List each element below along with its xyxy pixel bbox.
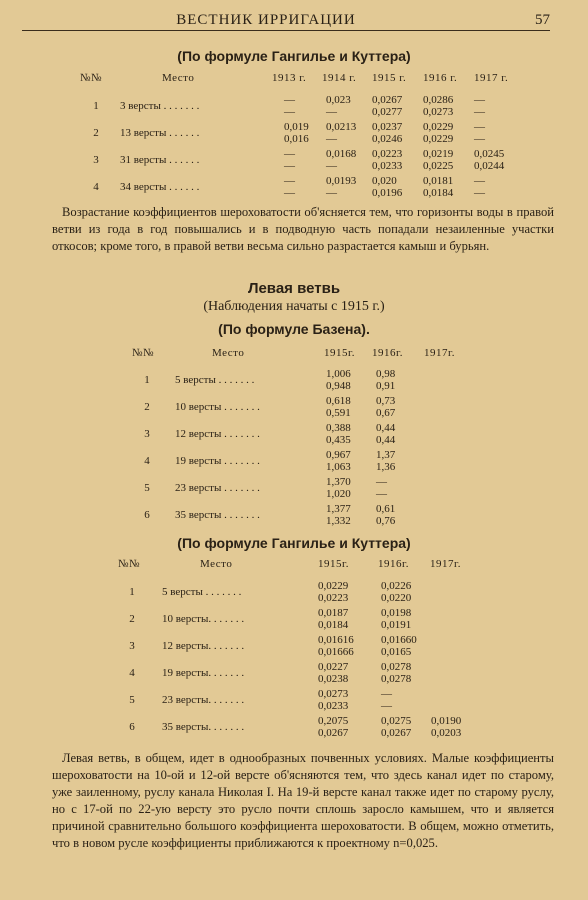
coefficient-value: — [474, 133, 485, 145]
column-header: №№ [132, 347, 154, 359]
table-row [0, 607, 588, 631]
coefficient-value: 0,948 [326, 380, 351, 392]
row-number: 4 [144, 455, 150, 467]
row-place: 35 версты . . . . . . . [175, 509, 260, 521]
coefficient-value: 0,0184 [318, 619, 349, 631]
column-header: 1917г. [430, 558, 462, 570]
coefficient-value: 0,0238 [318, 673, 349, 685]
row-place: 19 версты. . . . . . . [162, 667, 245, 679]
coefficient-value: 1,36 [376, 461, 396, 473]
coefficient-value: 0,618 [326, 395, 351, 407]
coefficient-value: 0,0196 [372, 187, 403, 199]
row-number: 3 [93, 154, 99, 166]
coefficient-value: 0,0237 [372, 121, 403, 133]
coefficient-value: 0,019 [284, 121, 309, 133]
coefficient-value: 0,0278 [381, 661, 412, 673]
coefficient-value: — [326, 160, 337, 172]
section-subtitle: (Наблюдения начаты с 1915 г.) [203, 299, 385, 314]
coefficient-value: — [284, 106, 295, 118]
coefficient-value: — [474, 187, 485, 199]
row-place: 23 версты . . . . . . . [175, 482, 260, 494]
column-header: 1916г. [378, 558, 410, 570]
coefficient-value: 0,91 [376, 380, 396, 392]
coefficient-value: 0,76 [376, 515, 396, 527]
coefficient-value: 0,0267 [381, 727, 412, 739]
coefficient-value: — [376, 476, 387, 488]
coefficient-value: 0,0213 [326, 121, 357, 133]
table-row [0, 368, 588, 392]
table-row [0, 148, 588, 172]
coefficient-value: — [284, 148, 295, 160]
table-row [0, 634, 588, 658]
table-row [0, 121, 588, 145]
coefficient-value: 0,73 [376, 395, 396, 407]
coefficient-value: — [326, 187, 337, 199]
row-number: 5 [129, 694, 135, 706]
coefficient-value: 0,0267 [318, 727, 349, 739]
coefficient-value: — [284, 94, 295, 106]
coefficient-value: — [284, 160, 295, 172]
row-place: 5 версты . . . . . . . [162, 586, 242, 598]
coefficient-value: 0,44 [376, 434, 396, 446]
row-number: 2 [144, 401, 150, 413]
row-number: 1 [144, 374, 150, 386]
coefficient-value: 0,0229 [423, 121, 454, 133]
coefficient-value: 0,0203 [431, 727, 462, 739]
coefficient-value: 0,0275 [381, 715, 412, 727]
coefficient-value: 0,0229 [423, 133, 454, 145]
coefficient-value: 0,0184 [423, 187, 454, 199]
coefficient-value: 0,44 [376, 422, 396, 434]
coefficient-value: 0,0220 [381, 592, 412, 604]
column-header: 1916г. [372, 347, 404, 359]
coefficient-value: 0,0273 [318, 688, 349, 700]
coefficient-value: 0,0277 [372, 106, 403, 118]
coefficient-value: 0,0191 [381, 619, 412, 631]
row-place: 5 версты . . . . . . . [175, 374, 255, 386]
coefficient-value: 0,591 [326, 407, 351, 419]
coefficient-value: 0,01616 [318, 634, 354, 646]
coefficient-value: — [474, 106, 485, 118]
coefficient-value: 1,006 [326, 368, 351, 380]
table-row [0, 476, 588, 500]
row-place: 31 версты . . . . . . [120, 154, 200, 166]
paragraph-1: Возрастание коэффициентов шероховатости об'ясняется тем, что горизонты воды в правой ветви из года в год повышались и в подводную часть попадали незаиленные участки откосов; кроме того, в правой ветви весьма сильно разрастается камыш и бурьян. [52, 205, 554, 253]
coefficient-value: 0,0246 [372, 133, 403, 145]
row-place: 35 версты. . . . . . . [162, 721, 245, 733]
coefficient-value: 0,0226 [381, 580, 412, 592]
row-place: 13 версты . . . . . . [120, 127, 200, 139]
table-row [0, 503, 588, 527]
coefficient-value: 0,0168 [326, 148, 357, 160]
column-header: Место [200, 558, 233, 570]
coefficient-value: — [381, 700, 392, 712]
coefficient-value: 0,01660 [381, 634, 417, 646]
row-number: 2 [93, 127, 99, 139]
coefficient-value: 1,332 [326, 515, 351, 527]
row-number: 4 [93, 181, 99, 193]
section-title-left-branch: Левая ветвь [247, 280, 341, 297]
column-header: Место [212, 347, 245, 359]
coefficient-value: 0,0187 [318, 607, 349, 619]
journal-title: ВЕСТНИК ИРРИГАЦИИ [176, 12, 356, 28]
coefficient-value: 0,020 [372, 175, 397, 187]
column-header: №№ [80, 72, 102, 84]
coefficient-value: 0,0273 [423, 106, 454, 118]
coefficient-value: 0,0193 [326, 175, 357, 187]
table-row [0, 580, 588, 604]
row-place: 19 версты . . . . . . . [175, 455, 260, 467]
row-number: 1 [129, 586, 135, 598]
coefficient-value: 0,967 [326, 449, 351, 461]
coefficient-value: 0,016 [284, 133, 309, 145]
column-header: 1916 г. [423, 72, 458, 84]
row-number: 5 [144, 482, 150, 494]
coefficient-value: 0,0198 [381, 607, 412, 619]
coefficient-value: 0,023 [326, 94, 351, 106]
coefficient-value: 0,0233 [318, 700, 349, 712]
table3-heading: (По формуле Гангилье и Куттера) [177, 535, 411, 551]
coefficient-value: 0,0219 [423, 148, 454, 160]
column-header: №№ [118, 558, 140, 570]
coefficient-value: 0,0286 [423, 94, 454, 106]
table2-heading: (По формуле Базена). [218, 321, 370, 337]
coefficient-value: 0,0165 [381, 646, 412, 658]
coefficient-value: 0,0278 [381, 673, 412, 685]
table-row [0, 688, 588, 712]
coefficient-value: 0,0190 [431, 715, 462, 727]
page-number: 57 [535, 12, 550, 28]
row-number: 4 [129, 667, 135, 679]
coefficient-value: 0,0245 [474, 148, 505, 160]
coefficient-value: 0,0267 [372, 94, 403, 106]
coefficient-value: — [326, 106, 337, 118]
column-header: 1913 г. [272, 72, 307, 84]
row-number: 3 [144, 428, 150, 440]
table-row [0, 449, 588, 473]
coefficient-value: 0,0223 [372, 148, 403, 160]
coefficient-value: 0,98 [376, 368, 396, 380]
row-number: 6 [144, 509, 150, 521]
column-header: 1915 г. [372, 72, 407, 84]
table-row [0, 715, 588, 739]
coefficient-value: 0,01666 [318, 646, 354, 658]
table-row [0, 175, 588, 199]
row-number: 3 [129, 640, 135, 652]
coefficient-value: 1,020 [326, 488, 351, 500]
table-row [0, 94, 588, 118]
row-number: 6 [129, 721, 135, 733]
row-number: 1 [93, 100, 99, 112]
table-row [0, 661, 588, 685]
row-number: 2 [129, 613, 135, 625]
row-place: 3 версты . . . . . . . [120, 100, 200, 112]
coefficient-value: 0,67 [376, 407, 396, 419]
coefficient-value: — [284, 175, 295, 187]
coefficient-value: — [381, 688, 392, 700]
row-place: 10 версты . . . . . . . [175, 401, 260, 413]
row-place: 10 версты. . . . . . . [162, 613, 245, 625]
column-header: 1917 г. [474, 72, 509, 84]
coefficient-value: 0,61 [376, 503, 396, 515]
column-header: Место [162, 72, 195, 84]
coefficient-value: 0,2075 [318, 715, 349, 727]
coefficient-value: 1,37 [376, 449, 396, 461]
coefficient-value: — [376, 488, 387, 500]
coefficient-value: 0,0229 [318, 580, 349, 592]
coefficient-value: 0,0181 [423, 175, 454, 187]
row-place: 12 версты . . . . . . . [175, 428, 260, 440]
coefficient-value: 0,0223 [318, 592, 349, 604]
coefficient-value: — [474, 121, 485, 133]
coefficient-value: 1,377 [326, 503, 351, 515]
table1-heading: (По формуле Гангилье и Куттера) [177, 48, 411, 64]
paragraph-2: Левая ветвь, в общем, идет в однообразных почвенных условиях. Малые коэффициенты шероховатости на 10-ой и 12-ой версте об'ясняются тем, что здесь канал идет по старому, уже заиленному, руслу канала Николая I. На 19-й версте канал также идет по старому руслу, но с 17-ой по 22-ую версту это русло почти сплошь заросло камышем, что и является причиной сравнительно большого коэффициента шероховатости. В общем, можно отметить, что в новом русле коэффициенты приближаются к проектному n=0,025. [52, 751, 554, 850]
row-place: 34 версты . . . . . . [120, 181, 200, 193]
coefficient-value: — [326, 133, 337, 145]
row-place: 12 версты. . . . . . . [162, 640, 245, 652]
coefficient-value: 0,388 [326, 422, 351, 434]
row-place: 23 версты. . . . . . . [162, 694, 245, 706]
coefficient-value: 0,0244 [474, 160, 505, 172]
column-header: 1914 г. [322, 72, 357, 84]
coefficient-value: 1,370 [326, 476, 351, 488]
coefficient-value: — [284, 187, 295, 199]
running-header [22, 8, 550, 31]
coefficient-value: — [474, 94, 485, 106]
coefficient-value: — [474, 175, 485, 187]
coefficient-value: 0,435 [326, 434, 351, 446]
column-header: 1917г. [424, 347, 456, 359]
coefficient-value: 1,063 [326, 461, 351, 473]
column-header: 1915г. [324, 347, 356, 359]
coefficient-value: 0,0233 [372, 160, 403, 172]
column-header: 1915г. [318, 558, 350, 570]
coefficient-value: 0,0227 [318, 661, 349, 673]
table-row [0, 395, 588, 419]
coefficient-value: 0,0225 [423, 160, 454, 172]
table-row [0, 422, 588, 446]
